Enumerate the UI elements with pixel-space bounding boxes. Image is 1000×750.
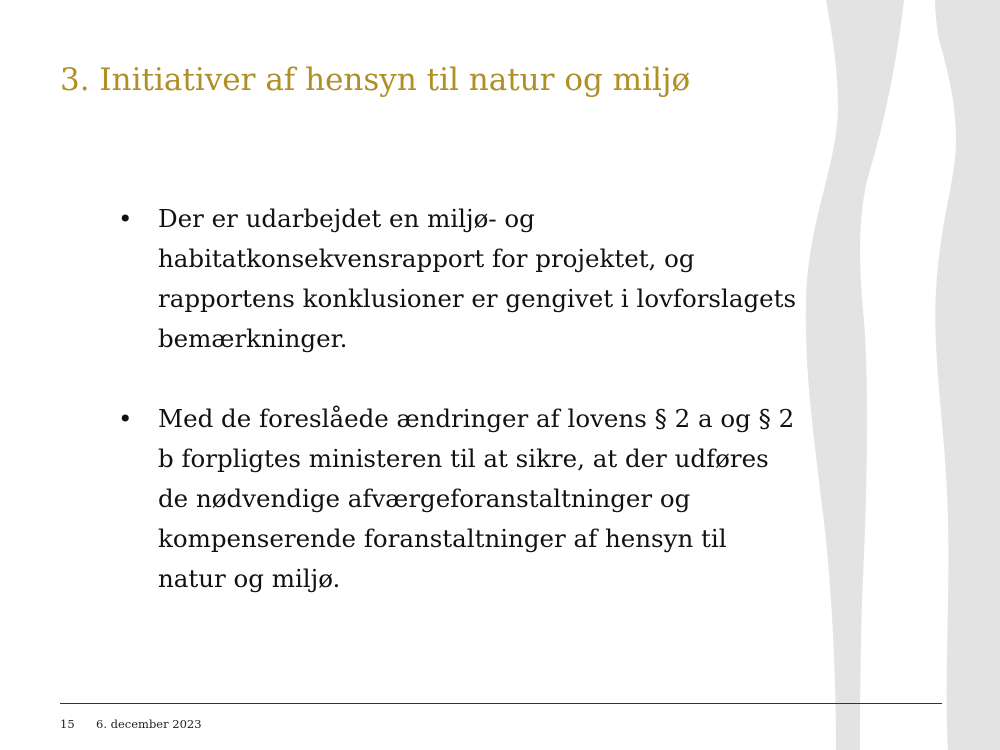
bullet-icon: • xyxy=(118,404,133,433)
decorative-shape-right xyxy=(935,0,1000,750)
bullet-text: Med de foreslåede ændringer af lovens § 2 a og § 2 b forpligtes ministeren til at sikre, at der udføres de nødvendige afværgeforanstaltninger og kompenserende foranstaltninger af hensyn til natur og miljø. xyxy=(158,404,795,593)
decorative-shape-left xyxy=(806,0,904,750)
footer-date: 6. december 2023 xyxy=(96,717,202,731)
bullet-item xyxy=(118,199,798,359)
footer-divider xyxy=(60,703,942,704)
footer-page-number: 15 xyxy=(60,717,75,731)
bullet-icon: • xyxy=(118,204,133,233)
bullet-list xyxy=(118,199,798,639)
bullet-text: Der er udarbejdet en miljø- og habitatkonsekvensrapport for projektet, og rapportens konklusioner er gengivet i lovforslagets bemærkninger. xyxy=(158,204,797,353)
slide-title: 3. Initiativer af hensyn til natur og miljø xyxy=(60,62,691,98)
bullet-item xyxy=(118,399,798,599)
